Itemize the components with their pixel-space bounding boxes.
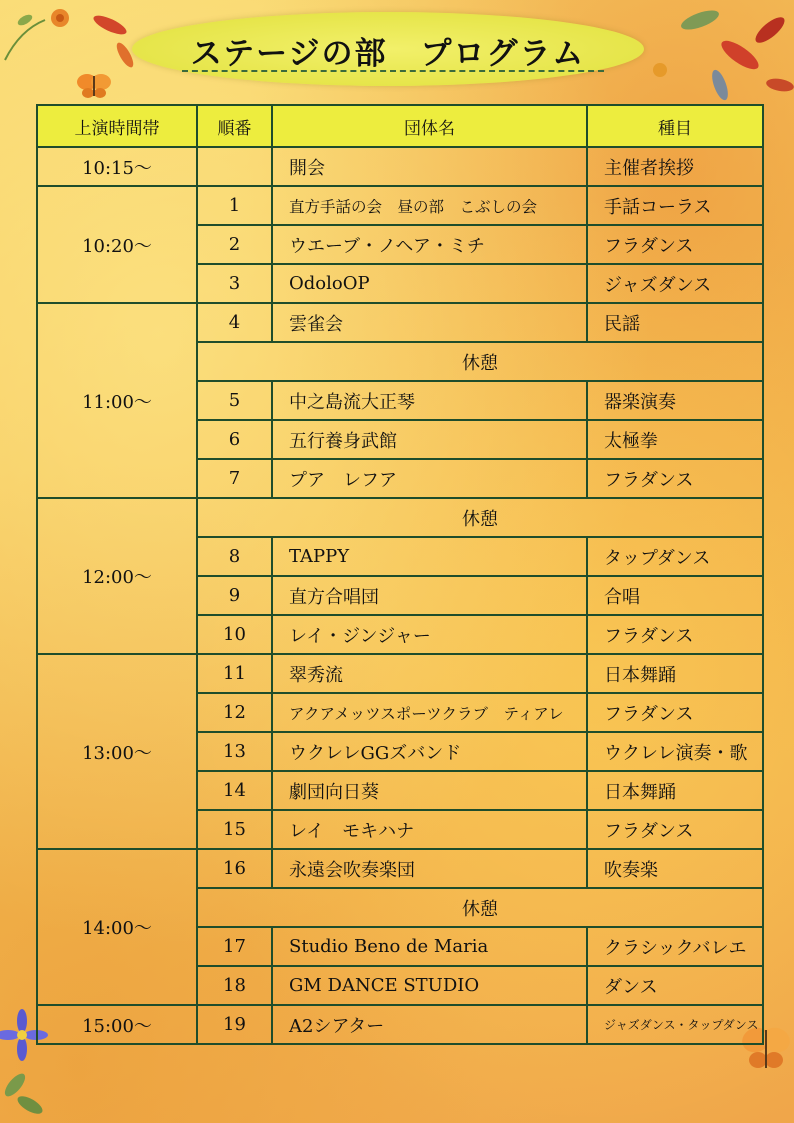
program-body <box>37 147 763 1044</box>
order-number: 4 <box>197 303 272 342</box>
order-number <box>197 147 272 186</box>
time-slot-cell: 11:00～ <box>37 303 197 498</box>
time-slot-cell: 14:00～ <box>37 849 197 1005</box>
table-row <box>37 849 763 888</box>
genre: 主催者挨拶 <box>587 147 763 186</box>
group-name: OdoloOP <box>272 264 587 303</box>
order-number: 14 <box>197 771 272 810</box>
group-name: 永遠会吹奏楽団 <box>272 849 587 888</box>
title-underline <box>182 70 604 72</box>
group-name: A2シアター <box>272 1005 587 1044</box>
order-number: 15 <box>197 810 272 849</box>
break-label: 休憩 <box>197 498 763 537</box>
group-name: GM DANCE STUDIO <box>272 966 587 1005</box>
table-row <box>37 654 763 693</box>
order-number: 13 <box>197 732 272 771</box>
column-header-genre: 種目 <box>587 105 763 147</box>
table-row <box>37 1005 763 1044</box>
order-number: 3 <box>197 264 272 303</box>
genre: フラダンス <box>587 225 763 264</box>
page-title: ステージの部 プログラム <box>190 36 586 72</box>
group-name: 直方合唱団 <box>272 576 587 615</box>
column-header-time: 上演時間帯 <box>37 105 197 147</box>
group-name: 中之島流大正琴 <box>272 381 587 420</box>
genre: ジャズダンス・タップダンス <box>587 1005 763 1044</box>
group-name: 直方手話の会 昼の部 こぶしの会 <box>272 186 587 225</box>
group-name: 翠秀流 <box>272 654 587 693</box>
order-number: 6 <box>197 420 272 459</box>
time-slot-cell: 10:15～ <box>37 147 197 186</box>
group-name: レイ モキハナ <box>272 810 587 849</box>
program-table <box>36 104 764 1045</box>
column-header-group: 団体名 <box>272 105 587 147</box>
genre: 手話コーラス <box>587 186 763 225</box>
genre: 器楽演奏 <box>587 381 763 420</box>
order-number: 5 <box>197 381 272 420</box>
order-number: 10 <box>197 615 272 654</box>
title-banner <box>132 12 644 86</box>
order-number: 17 <box>197 927 272 966</box>
group-name: アクアメッツスポーツクラブ ティアレ <box>272 693 587 732</box>
group-name: Studio Beno de Maria <box>272 927 587 966</box>
time-slot-cell: 10:20～ <box>37 186 197 303</box>
order-number: 8 <box>197 537 272 576</box>
genre: フラダンス <box>587 810 763 849</box>
group-name: 雲雀会 <box>272 303 587 342</box>
genre: 合唱 <box>587 576 763 615</box>
genre: 吹奏楽 <box>587 849 763 888</box>
group-name: レイ・ジンジャー <box>272 615 587 654</box>
genre: クラシックバレエ <box>587 927 763 966</box>
order-number: 19 <box>197 1005 272 1044</box>
genre: ウクレレ演奏・歌 <box>587 732 763 771</box>
table-header-row <box>37 105 763 147</box>
genre: フラダンス <box>587 459 763 498</box>
leaf-decoration-top-left <box>0 0 140 100</box>
time-slot-cell: 15:00～ <box>37 1005 197 1044</box>
genre: タップダンス <box>587 537 763 576</box>
group-name: 五行養身武館 <box>272 420 587 459</box>
order-number: 9 <box>197 576 272 615</box>
break-label: 休憩 <box>197 888 763 927</box>
column-header-order: 順番 <box>197 105 272 147</box>
group-name: ウクレレGGズバンド <box>272 732 587 771</box>
order-number: 12 <box>197 693 272 732</box>
genre: フラダンス <box>587 693 763 732</box>
genre: 民謡 <box>587 303 763 342</box>
group-name: TAPPY <box>272 537 587 576</box>
group-name: 劇団向日葵 <box>272 771 587 810</box>
order-number: 1 <box>197 186 272 225</box>
order-number: 18 <box>197 966 272 1005</box>
group-name: プア レフア <box>272 459 587 498</box>
time-slot-cell: 13:00～ <box>37 654 197 849</box>
order-number: 7 <box>197 459 272 498</box>
genre: ダンス <box>587 966 763 1005</box>
table-row <box>37 186 763 225</box>
table-row <box>37 147 763 186</box>
break-label: 休憩 <box>197 342 763 381</box>
break-row <box>37 498 763 537</box>
group-name: ウエーブ・ノヘア・ミチ <box>272 225 587 264</box>
leaf-decoration-top-right <box>640 0 794 110</box>
genre: ジャズダンス <box>587 264 763 303</box>
genre: 日本舞踊 <box>587 771 763 810</box>
order-number: 11 <box>197 654 272 693</box>
genre: 太極拳 <box>587 420 763 459</box>
time-slot-cell: 12:00～ <box>37 498 197 654</box>
genre: フラダンス <box>587 615 763 654</box>
order-number: 16 <box>197 849 272 888</box>
order-number: 2 <box>197 225 272 264</box>
genre: 日本舞踊 <box>587 654 763 693</box>
butterfly-icon-top-left <box>76 70 112 100</box>
group-name: 開会 <box>272 147 587 186</box>
table-row <box>37 303 763 342</box>
